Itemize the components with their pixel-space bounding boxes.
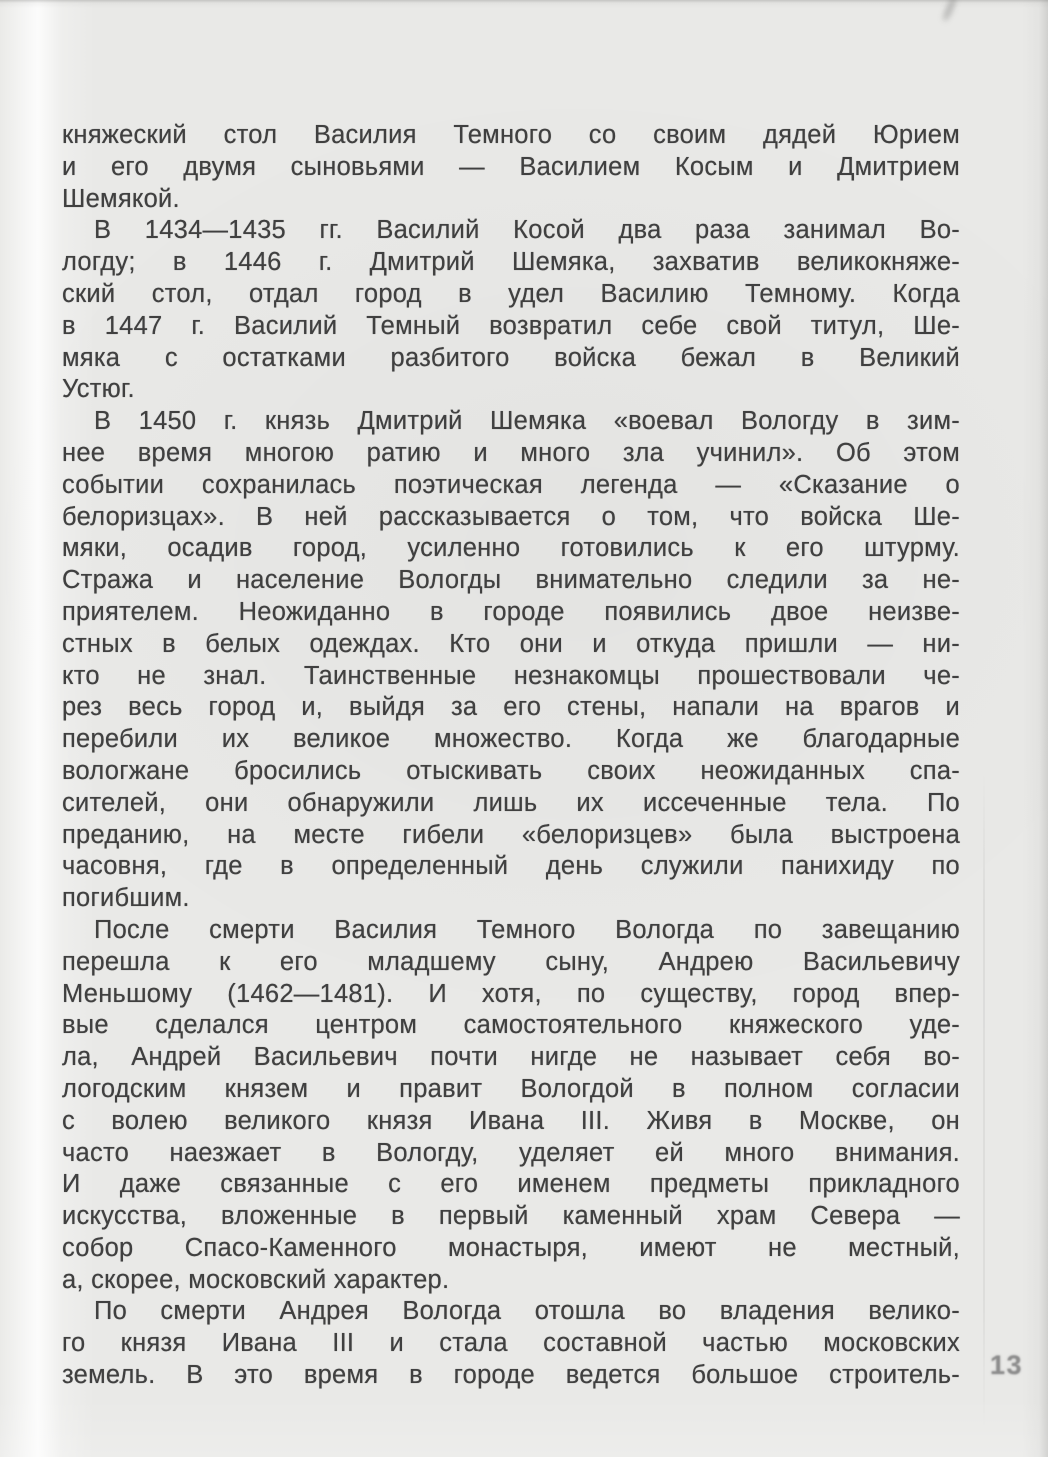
text-line: логду; в 1446 г. Дмитрий Шемяка, захватив великокняже- — [62, 248, 960, 277]
text-line: часто наезжает в Вологду, уделяет ей много внимания. — [62, 1138, 960, 1167]
text-line: стных в белых одеждах. Кто они и откуда пришли — ни- — [62, 629, 960, 658]
text-line: В 1434—1435 гг. Василий Косой два раза занимал Во- — [94, 216, 960, 245]
text-line: По смерти Андрея Вологда отошла во владения велико- — [94, 1297, 960, 1326]
text-line: рез весь город и, выйдя за его стены, напали на врагов и — [62, 693, 960, 722]
text-line: Устюг. — [62, 375, 135, 404]
text-line: а, скорее, московский характер. — [62, 1265, 450, 1294]
text-line: собор Спасо-Каменного монастыря, имеют не местный, — [62, 1233, 960, 1262]
text-line: с волею великого князя Ивана III. Живя в Москве, он — [62, 1106, 960, 1135]
text-line: погибшим. — [62, 884, 190, 913]
scan-smudge — [941, 0, 958, 22]
text-line: го князя Ивана III и стала составной частью московских — [62, 1329, 960, 1358]
text-line: событии сохранилась поэтическая легенда — «Сказание о — [62, 470, 960, 499]
text-line: И даже связанные с его именем предметы прикладного — [62, 1170, 960, 1199]
text-line: ла, Андрей Васильевич почти нигде не называет себя во- — [62, 1043, 960, 1072]
text-line: княжеский стол Василия Темного со своим дядей Юрием — [62, 121, 960, 149]
text-line: мяка с остатками разбитого войска бежал в Великий — [62, 343, 960, 372]
text-line: ский стол, отдал город в удел Василию Темному. Когда — [62, 279, 960, 308]
text-line: Шемякой. — [62, 184, 180, 213]
text-line: После смерти Василия Темного Вологда по завещанию — [94, 915, 960, 944]
text-line: сителей, они обнаружили лишь их иссеченные тела. По — [62, 788, 960, 817]
text-line: В 1450 г. князь Дмитрий Шемяка «воевал Вологду в зим- — [94, 407, 960, 436]
text-line: искусства, вложенные в первый каменный храм Севера — — [62, 1202, 960, 1231]
text-line: приятелем. Неожиданно в городе появились двое неизве- — [62, 597, 960, 626]
text-line: кто не знал. Таинственные незнакомцы прошествовали че- — [62, 661, 960, 690]
text-line: в 1447 г. Василий Темный возвратил себе свой титул, Ше- — [62, 311, 960, 340]
text-line: перешла к его младшему сыну, Андрею Васильевичу — [62, 947, 960, 976]
page-number: 13 — [990, 1350, 1024, 1380]
text-line: Стража и население Вологды внимательно следили за не- — [62, 566, 960, 595]
text-line: белоризцах». В ней рассказывается о том, что войска Ше- — [62, 502, 960, 531]
text-line: перебили их великое множество. Когда же благодарные — [62, 725, 960, 754]
text-line: часовня, где в определенный день служили панихиду по — [62, 852, 960, 881]
text-line: и его двумя сыновьями — Василием Косым и Дмитрием — [62, 152, 960, 181]
text-line: мяки, осадив город, усиленно готовились к его штурму. — [62, 534, 960, 563]
text-line: нее время многою ратию и много зла учинил». Об этом — [62, 438, 960, 467]
text-line: Меньшому (1462—1481). И хотя, по существу, город впер- — [62, 979, 960, 1008]
body-text — [62, 120, 960, 1392]
text-line: преданию, на месте гибели «белоризцев» была выстроена — [62, 820, 960, 849]
text-line: земель. В это время в городе ведется большое строитель- — [62, 1361, 960, 1390]
text-line: вологжане бросились отыскивать своих неожиданных спа- — [62, 756, 960, 785]
text-line: вые сделался центром самостоятельного княжеского уде- — [62, 1011, 960, 1040]
page-crease — [983, 770, 985, 1430]
text-line: логодским князем и правит Вологдой в полном согласии — [62, 1074, 960, 1103]
